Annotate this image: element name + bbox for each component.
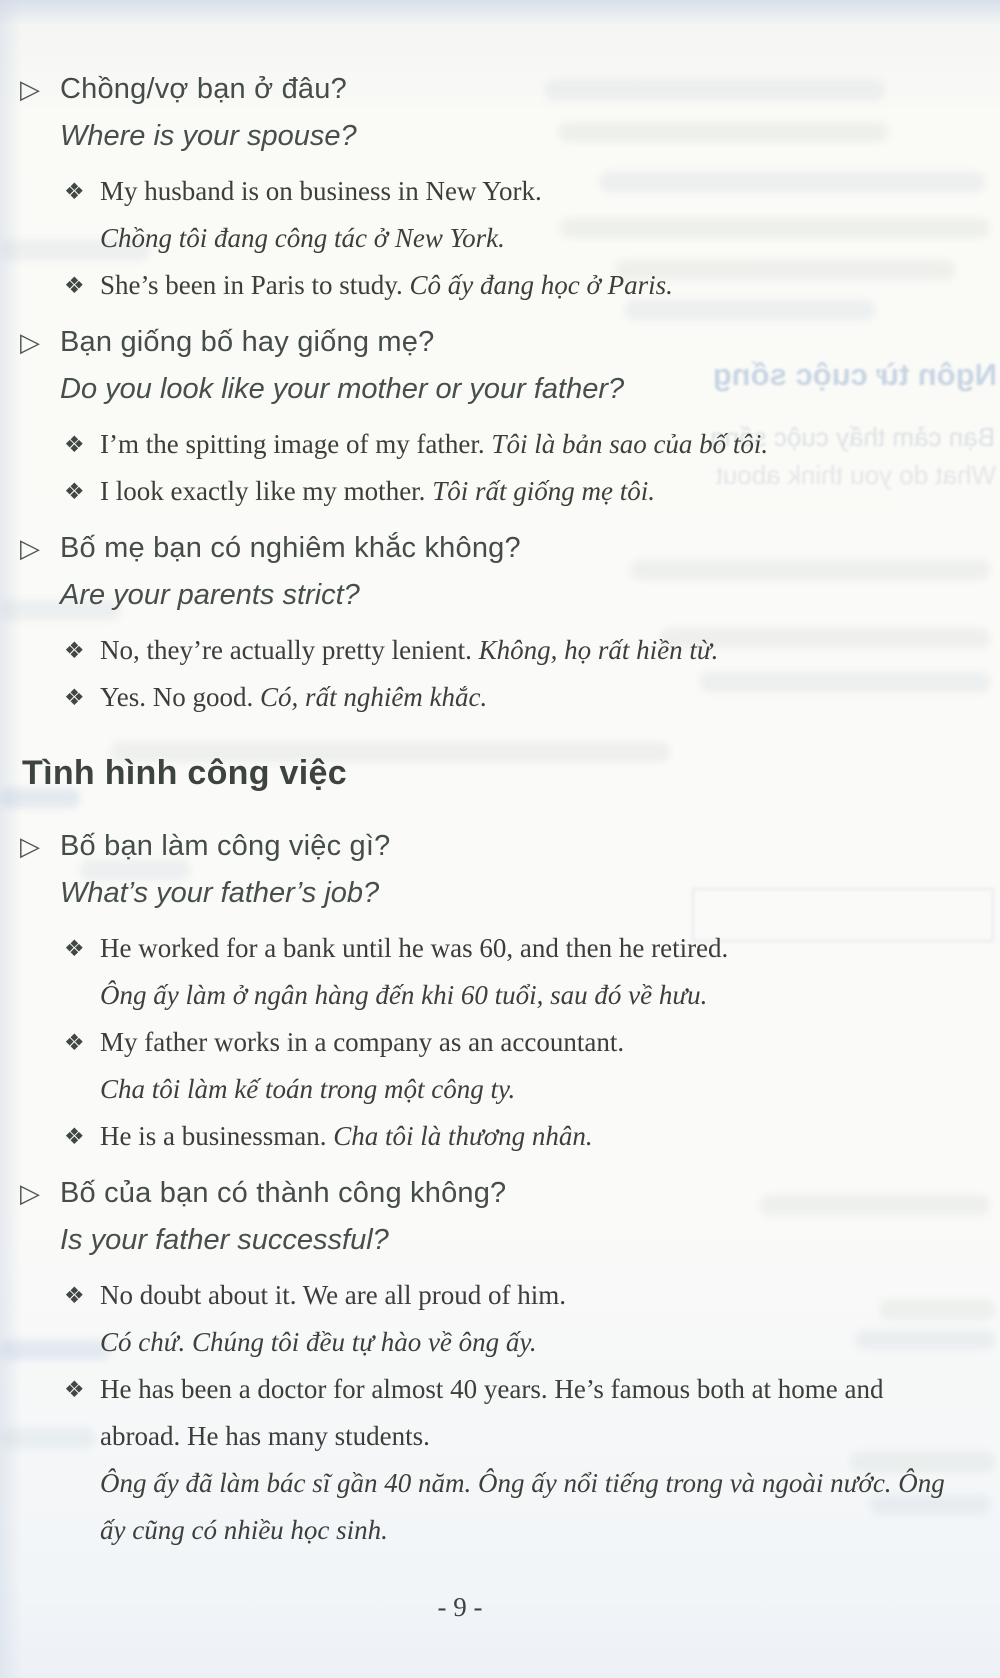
answer-bullet-icon: ❖: [64, 1030, 85, 1055]
question-english: Do you look like your mother or your father?: [60, 373, 625, 405]
question-vietnamese: Bố bạn làm công việc gì?: [60, 830, 391, 862]
answer-english: He has been a doctor for almost 40 years. He’s famous both at home and abroad. He has many students.: [100, 1374, 884, 1451]
answer-english: No, they’re actually pretty lenient.: [100, 635, 472, 665]
question-marker-icon: ▷: [20, 831, 40, 861]
question-marker-icon: ▷: [20, 74, 40, 104]
question-marker-icon: ▷: [20, 327, 40, 357]
question-row: [20, 823, 970, 870]
question-vietnamese: Bố của bạn có thành công không?: [60, 1177, 507, 1209]
question-vietnamese: Bạn giống bố hay giống mẹ?: [60, 326, 435, 358]
answer-list: [20, 627, 970, 721]
answer-bullet-icon: ❖: [64, 179, 85, 204]
answer-english: Yes. No good.: [100, 682, 254, 712]
answer-text: [100, 1366, 970, 1460]
qa-block: [20, 525, 970, 721]
answer-list: [20, 925, 970, 1160]
answer-english: She’s been in Paris to study.: [100, 270, 403, 300]
question-english: Are your parents strict?: [60, 579, 360, 611]
answer-row: [20, 262, 970, 309]
answer-english: I’m the spitting image of my father.: [100, 429, 485, 459]
answer-english: He is a businessman.: [100, 1121, 327, 1151]
qa-block: [20, 319, 970, 515]
question-row: [20, 66, 970, 113]
answer-text: [100, 421, 768, 468]
answer-bullet-icon: ❖: [64, 1377, 85, 1402]
answer-english: I look exactly like my mother.: [100, 476, 426, 506]
answer-vietnamese: Cha tôi làm kế toán trong một công ty.: [100, 1074, 516, 1104]
answer-bullet-icon: ❖: [64, 432, 85, 457]
qa-block: [20, 1170, 970, 1554]
answer-bullet-icon: ❖: [64, 1124, 85, 1149]
answer-text: [100, 1272, 566, 1319]
answer-row: [20, 468, 970, 515]
bleed-through-text: What do you think about: [715, 460, 996, 490]
answer-bullet-icon: ❖: [64, 936, 85, 961]
question-english: Where is your spouse?: [60, 120, 357, 152]
answer-text: [100, 925, 728, 972]
answer-row: [20, 168, 970, 215]
answer-bullet-icon: ❖: [64, 685, 85, 710]
answer-bullet-icon: ❖: [64, 1283, 85, 1308]
answer-list: [20, 168, 970, 309]
answer-text: [100, 1113, 593, 1160]
question-row: [20, 319, 970, 366]
section-header: Tình hình công việc: [22, 754, 347, 792]
question-marker-icon: ▷: [20, 533, 40, 563]
bleed-through-text: Bạn cảm thấy cuộc sống: [710, 422, 995, 452]
answer-vietnamese: Có, rất nghiêm khắc.: [260, 682, 488, 712]
answer-english: He worked for a bank until he was 60, and then he retired.: [100, 933, 729, 963]
bleed-through-text: Ngôn từ cuộc sống: [712, 357, 997, 392]
answer-vietnamese: Tôi là bản sao của bố tôi.: [491, 429, 769, 459]
answer-text: [100, 627, 718, 674]
answer-text: [100, 1019, 624, 1066]
answer-row: [20, 1366, 970, 1460]
question-vietnamese: Bố mẹ bạn có nghiêm khắc không?: [60, 532, 521, 564]
page-number: - 9 -: [437, 1592, 483, 1622]
answer-text: [100, 674, 487, 721]
answer-row: [20, 925, 970, 972]
answer-row: [20, 1019, 970, 1066]
question-marker-icon: ▷: [20, 1178, 40, 1208]
answer-bullet-icon: ❖: [64, 479, 85, 504]
answer-english: My husband is on business in New York.: [100, 176, 542, 206]
answer-row: [20, 627, 970, 674]
answer-vietnamese: Ông ấy làm ở ngân hàng đến khi 60 tuổi, sau đó về hưu.: [100, 980, 708, 1010]
answer-vietnamese: Chồng tôi đang công tác ở New York.: [100, 223, 505, 253]
answer-bullet-icon: ❖: [64, 273, 85, 298]
question-english: What’s your father’s job?: [60, 877, 380, 909]
answer-english: No doubt about it. We are all proud of him.: [100, 1280, 566, 1310]
answer-list: [20, 1272, 970, 1554]
question-row: [20, 1170, 970, 1217]
qa-block: [20, 66, 970, 309]
answer-text: [100, 262, 673, 309]
question-english: Is your father successful?: [60, 1224, 389, 1256]
answer-english: My father works in a company as an accountant.: [100, 1027, 625, 1057]
answer-row: [20, 674, 970, 721]
qa-block: [20, 823, 970, 1160]
answer-row: [20, 421, 970, 468]
answer-vietnamese: Cha tôi là thương nhân.: [333, 1121, 593, 1151]
question-vietnamese: Chồng/vợ bạn ở đâu?: [60, 73, 347, 105]
answer-row: [20, 1113, 970, 1160]
answer-vietnamese: Có chứ. Chúng tôi đều tự hào về ông ấy.: [100, 1327, 537, 1357]
answer-vietnamese: Tôi rất giống mẹ tôi.: [432, 476, 655, 506]
answer-text: [100, 468, 655, 515]
question-row: [20, 525, 970, 572]
answer-vietnamese: Cô ấy đang học ở Paris.: [409, 270, 673, 300]
answer-text: [100, 168, 542, 215]
answer-vietnamese: Ông ấy đã làm bác sĩ gần 40 năm. Ông ấy nổi tiếng trong và ngoài nước. Ông ấy cũng có nhiều học sinh.: [100, 1468, 945, 1545]
answer-bullet-icon: ❖: [64, 638, 85, 663]
answer-list: [20, 421, 970, 515]
answer-vietnamese: Không, họ rất hiền từ.: [478, 635, 719, 665]
answer-row: [20, 1272, 970, 1319]
